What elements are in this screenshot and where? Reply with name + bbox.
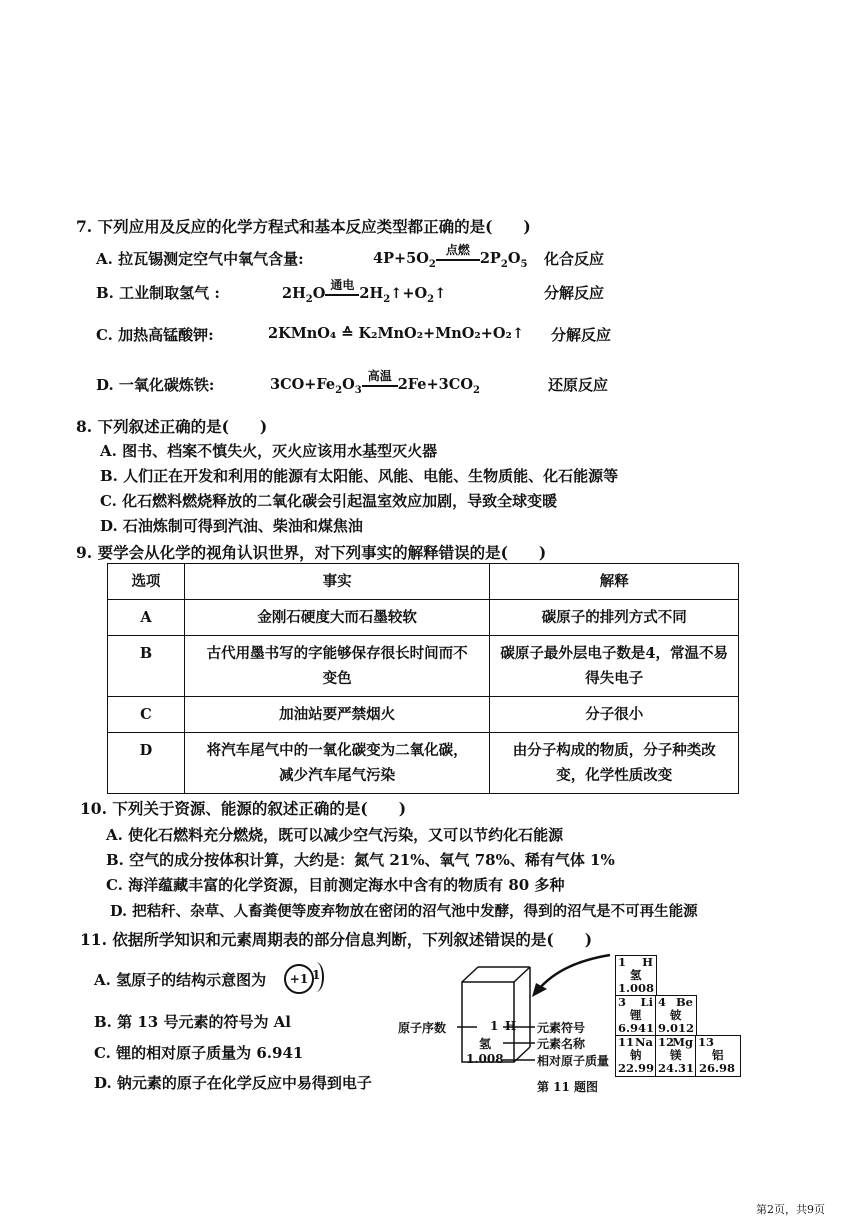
table-row (108, 733, 739, 794)
header-explanation: 解释 (490, 564, 739, 600)
legend-sample-name: 氢 (479, 1037, 492, 1051)
q10-option-d: D. 把秸秆、杂草、人畜粪便等废弃物放在密闭的沼气池中发酵，得到的沼气是不可再生能源 (110, 903, 698, 920)
q7-option-b-label: B. 工业制取氢气 : (96, 284, 220, 302)
page-number: 第2页，共9页 (756, 1203, 825, 1216)
q7-option-a-label: A. 拉瓦锡测定空气中氧气含量: (96, 250, 304, 268)
q7-option-d-type: 还原反应 (548, 376, 609, 394)
legend-name-label: 元素名称 (537, 1037, 586, 1051)
q11-option-a: A. 氢原子的结构示意图为 (94, 971, 267, 989)
q7-option-c-equation: 2KMnO₄ ≙ K₂MnO₂+MnO₂+O₂↑ (268, 325, 525, 342)
hydrogen-atom-diagram (284, 962, 326, 992)
row-explanation: 碳原子最外层电子数是4，常温不易得失电子 (490, 636, 739, 697)
element-cell-li: 3 Li 锂 6.941 (615, 995, 657, 1037)
q11-stem: 11. 依据所学知识和元素周期表的部分信息判断，下列叙述错误的是( ) (80, 930, 593, 949)
q7-stem: 7. 下列应用及反应的化学方程式和基本反应类型都正确的是( ) (76, 217, 531, 236)
q8-option-b: B. 人们正在开发和利用的能源有太阳能、风能、电能、生物质能、化石能源等 (100, 467, 619, 485)
element-cell-al: 13 铝 26.98 (695, 1035, 741, 1077)
element-cell-mg: 12 Mg 镁 24.31 (655, 1035, 697, 1077)
q11-option-b: B. 第 13 号元素的符号为 Al (94, 1013, 292, 1031)
q9-table (107, 563, 739, 794)
q10-option-a: A. 使化石燃料充分燃烧，既可以减少空气污染，又可以节约化石能源 (106, 826, 564, 844)
table-row (108, 600, 739, 636)
element-cell-be: 4 Be 铍 9.012 (655, 995, 697, 1037)
q11-option-c: C. 锂的相对原子质量为 6.941 (94, 1044, 304, 1062)
element-cell-h: 1 H 氢 1.008 (615, 955, 657, 997)
row-fact: 金刚石硬度大而石墨较软 (184, 600, 490, 636)
legend-sample-mass: 1.008 (466, 1052, 504, 1066)
row-explanation: 分子很小 (490, 697, 739, 733)
legend-atomic-number-label: 原子序数 (398, 1021, 447, 1035)
header-option: 选项 (108, 564, 185, 600)
q7-option-a-equation: $4P+5O_2$ 点燃 $2P_2O_5$ (373, 243, 528, 270)
row-fact: 古代用墨书写的字能够保存很长时间而不变色 (184, 636, 490, 697)
electron-count: 1 (312, 968, 321, 982)
q7-option-d-label: D. 一氧化碳炼铁: (96, 376, 215, 394)
table-row (108, 697, 739, 733)
element-cell-na: 11 Na 钠 22.99 (615, 1035, 657, 1077)
q7-option-b-type: 分解反应 (544, 284, 605, 302)
q7-option-c-type: 分解反应 (551, 326, 612, 344)
q10-option-b: B. 空气的成分按体积计算，大约是：氮气 21%、氧气 78%、稀有气体 1% (106, 851, 615, 869)
q11-option-d: D. 钠元素的原子在化学反应中易得到电子 (94, 1074, 372, 1092)
legend-mass-label: 相对原子质量 (537, 1054, 610, 1068)
row-option: B (108, 636, 185, 697)
q7-option-d-equation: $3CO+Fe_2O_3$ 高温 $2Fe+3CO_2$ (270, 369, 480, 396)
header-fact: 事实 (184, 564, 490, 600)
legend-sample-number: 1 (490, 1019, 499, 1033)
row-explanation: 由分子构成的物质，分子种类改变，化学性质改变 (490, 733, 739, 794)
q9-stem: 9. 要学会从化学的视角认识世界，对下列事实的解释错误的是( ) (76, 543, 547, 562)
q8-stem: 8. 下列叙述正确的是( ) (76, 417, 268, 436)
q10-option-c: C. 海洋蕴藏丰富的化学资源，目前测定海水中含有的物质有 80 多种 (106, 876, 565, 894)
legend-sample-symbol: H (505, 1019, 517, 1033)
row-fact: 加油站要严禁烟火 (184, 697, 490, 733)
q10-stem: 10. 下列关于资源、能源的叙述正确的是( ) (80, 799, 407, 818)
nucleus-circle: +1 (284, 964, 314, 994)
row-option: A (108, 600, 185, 636)
legend-symbol-label: 元素符号 (537, 1021, 586, 1035)
q8-option-d: D. 石油炼制可得到汽油、柴油和煤焦油 (100, 517, 363, 535)
row-explanation: 碳原子的排列方式不同 (490, 600, 739, 636)
q8-option-c: C. 化石燃料燃烧释放的二氧化碳会引起温室效应加剧，导致全球变暖 (100, 492, 558, 510)
row-fact: 将汽车尾气中的一氧化碳变为二氧化碳，减少汽车尾气污染 (184, 733, 490, 794)
table-row (108, 636, 739, 697)
q7-option-b-equation: $2H_2O$ 通电 $2H_2↑+O_2↑$ (282, 278, 447, 305)
table-header-row (108, 564, 739, 600)
row-option: D (108, 733, 185, 794)
row-option: C (108, 697, 185, 733)
q7-option-a-type: 化合反应 (544, 250, 605, 268)
figure-caption: 第 11 题图 (537, 1080, 599, 1094)
q7-option-c-label: C. 加热高锰酸钾: (96, 326, 214, 344)
q8-option-a: A. 图书、档案不慎失火，灭火应该用水基型灭火器 (100, 442, 438, 460)
